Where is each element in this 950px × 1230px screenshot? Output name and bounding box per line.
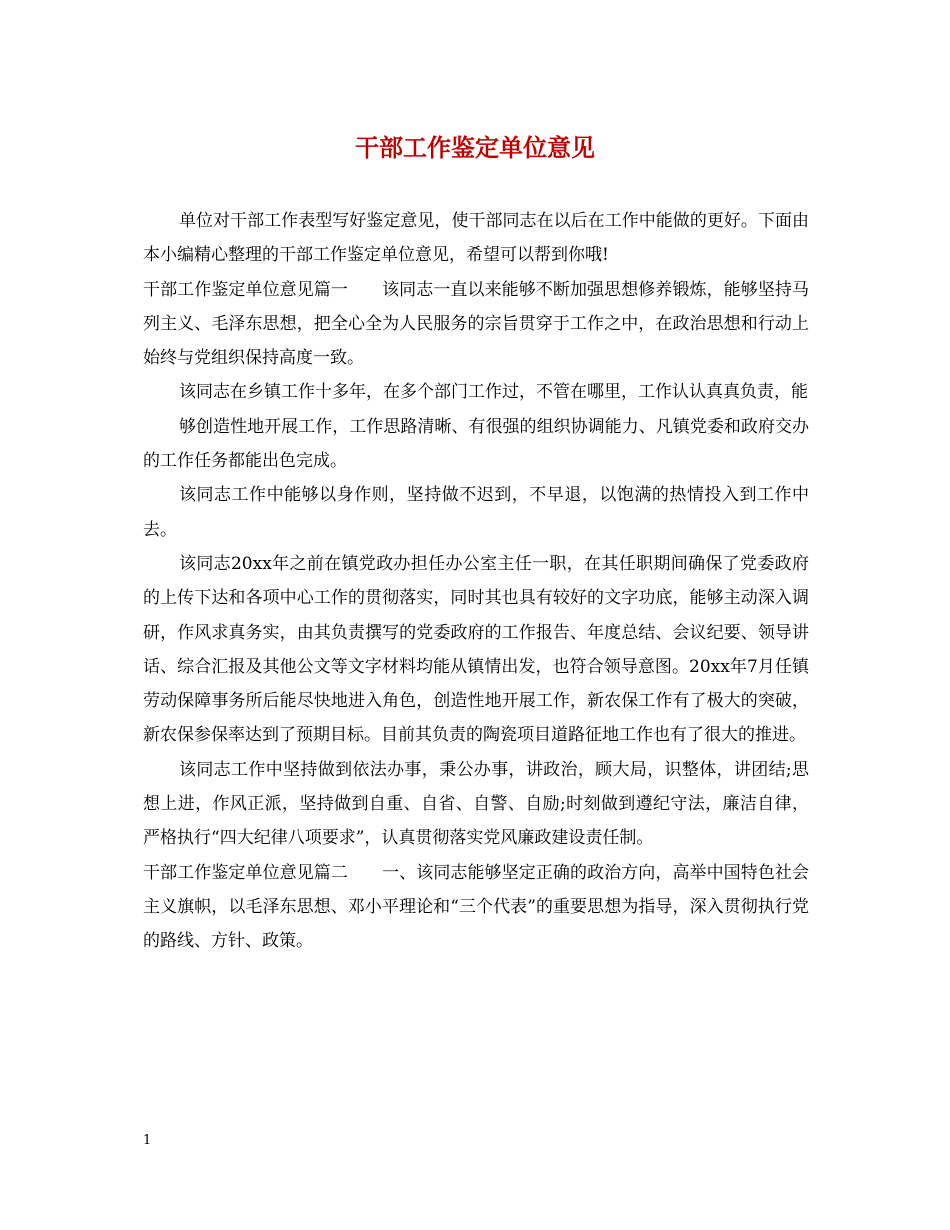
paragraph: 该同志在乡镇工作十多年，在多个部门工作过，不管在哪里，工作认认真真负责，能 xyxy=(179,382,808,403)
paragraph: 该同志工作中能够以身作则，坚持做不迟到，不早退，以饱满的热情投入到工作中去。 xyxy=(143,485,809,540)
paragraph: 干部工作鉴定单位意见篇一 该同志一直以来能够不断加强思想修养锻炼，能够坚持马列主义、毛泽东思想，把全心全为人民服务的宗旨贯穿于工作之中，在政治思想和行动上始终与党组织保持高度一致。 xyxy=(143,279,809,369)
paragraph: 该同志工作中坚持做到依法办事，秉公办事，讲政治，顾大局，识整体，讲团结;思想上进，作风正派，坚持做到自重、自省、自警、自励;时刻做到遵纪守法，廉洁自律，严格执行“四大纪律八项要求”，认真贯彻落实党风廉政建设责任制。 xyxy=(143,759,809,849)
paragraph: 够创造性地开展工作，工作思路清晰、有很强的组织协调能力、凡镇党委和政府交办的工作任务都能出色完成。 xyxy=(143,416,809,472)
document-body xyxy=(143,204,809,959)
paragraph: 干部工作鉴定单位意见篇二 一、该同志能够坚定正确的政治方向，高举中国特色社会主义旗帜，以毛泽东思想、邓小平理论和“三个代表”的重要思想为指导，深入贯彻执行党的路线、方针、政策。 xyxy=(143,862,809,952)
paragraph: 该同志20xx年之前在镇党政办担任办公室主任一职，在其任职期间确保了党委政府的上传下达和各项中心工作的贯彻落实，同时其也具有较好的文字功底，能够主动深入调研，作风求真务实，由其负责撰写的党委政府的工作报告、年度总结、会议纪要、领导讲话、综合汇报及其他公文等文字材料均能从镇情出发，也符合领导意图。20xx年7月任镇劳动保障事务所后能尽快地进入角色，创造性地开展工作，新农保工作有了极大的突破，新农保参保率达到了预期目标。目前其负责的陶瓷项目道路征地工作也有了很大的推进。 xyxy=(143,553,809,746)
page-number: 1 xyxy=(143,1133,152,1148)
paragraph: 单位对干部工作表型写好鉴定意见，使干部同志在以后在工作中能做的更好。下面由本小编精心整理的干部工作鉴定单位意见，希望可以帮到你哦! xyxy=(143,211,809,266)
page-title: 干部工作鉴定单位意见 xyxy=(355,133,595,162)
